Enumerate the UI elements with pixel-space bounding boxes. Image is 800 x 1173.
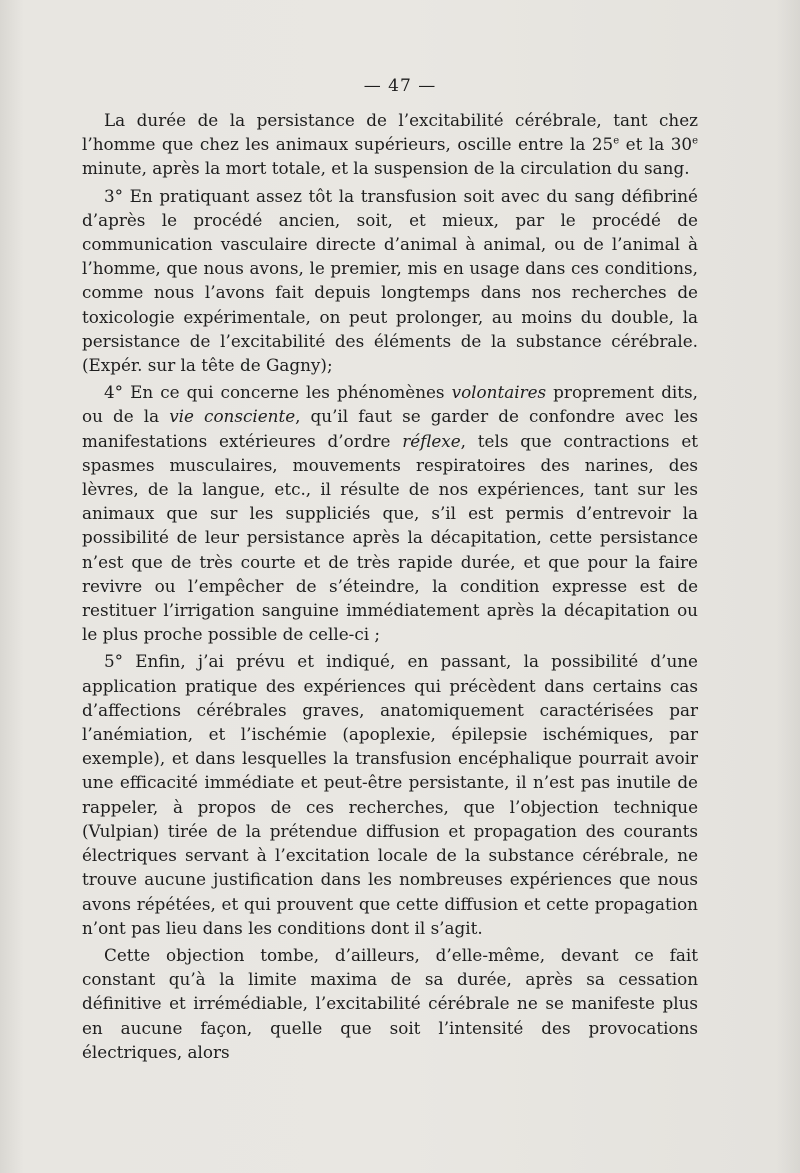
paragraph	[82, 649, 698, 939]
italic-term: vie consciente	[169, 406, 296, 427]
body-text	[82, 108, 698, 1064]
text-run: et la 30	[619, 134, 693, 155]
text-run: 3° En pratiquant assez tôt la transfusion soit avec du sang défibriné d’après le procédé ancien, soit, et mieux, par le procédé de communication vasculaire directe d’animal à animal, ou de l’animal à l’homme, que nous avons, le premier, mis en usage dans ces conditions, comme nous l’avons fait depuis longtemps dans nos recherches de toxicologie expérimentale, on peut prolonger, au moins du double, la persistance de l’excitabilité des éléments de la substance cérébrale. (Expér. sur la tête de Gagny);	[82, 185, 698, 376]
text-run: La durée de la persistance de l’excitabilité cérébrale, tant chez l’homme que chez les animaux supérieurs, oscille entre la 25	[82, 110, 698, 155]
text-run: , qu’il faut se garder de confondre avec les manifestations extérieures d’ordre	[82, 406, 698, 451]
paragraph	[82, 184, 698, 378]
paragraph	[82, 108, 698, 181]
italic-term: volontaires	[451, 382, 547, 403]
paragraph	[82, 380, 698, 646]
italic-term: réflexe	[402, 430, 461, 451]
text-run: , tels que contractions et spasmes musculaires, mouvements respiratoires des narines, des lèvres, de la langue, etc., il résulte de nos expériences, tant sur les animaux que sur les suppliciés que, s’il est permis d’entrevoir la possibilité de leur persistance après la décapitation, cette persistance n’est que de très courte et de très rapide durée, et que pour la faire revivre ou l’empêcher de s’éteindre, la condition expresse est de restituer l’irrigation sanguine immédiatement après la décapitation ou le plus proche possible de celle-ci ;	[82, 430, 698, 645]
superscript: e	[613, 135, 620, 147]
text-run: proprement dits, ou de la	[82, 382, 698, 427]
page-number: — 47 —	[363, 76, 437, 96]
text-run: Cette objection tombe, d’ailleurs, d’elle-même, devant ce fait constant qu’à la limite maxima de sa durée, après sa cessation définitive et irrémédiable, l’excitabilité cérébrale ne se manifeste plus en aucune façon, quelle que soit l’intensité des provocations électriques, alors	[82, 944, 698, 1062]
text-run: 4° En ce qui concerne les phénomènes	[104, 382, 452, 403]
text-run: minute, après la mort totale, et la suspension de la circulation du sang.	[82, 158, 690, 179]
paragraph	[82, 943, 698, 1064]
text-run: 5° Enfin, j’ai prévu et indiqué, en passant, la possibilité d’une application pratique des expériences qui précèdent dans certains cas d’affections cérébrales graves, anatomiquement caractérisées par l’anémiation, et l’ischémie (apoplexie, épilepsie ischémiques, par exemple), et dans lesquelles la transfusion encéphalique pourrait avoir une efficacité immédiate et peut-être persistante, il n’est pas inutile de rappeler, à propos de ces recherches, que l’objection technique (Vulpian) tirée de la prétendue diffusion et propagation des courants électriques servant à l’excitation locale de la substance cérébrale, ne trouve aucune justification dans les nombreuses expériences que nous avons répétées, et qui prouvent que cette diffusion et cette propagation n’ont pas lieu dans les conditions dont il s’agit.	[82, 651, 698, 938]
superscript: e	[692, 135, 698, 147]
